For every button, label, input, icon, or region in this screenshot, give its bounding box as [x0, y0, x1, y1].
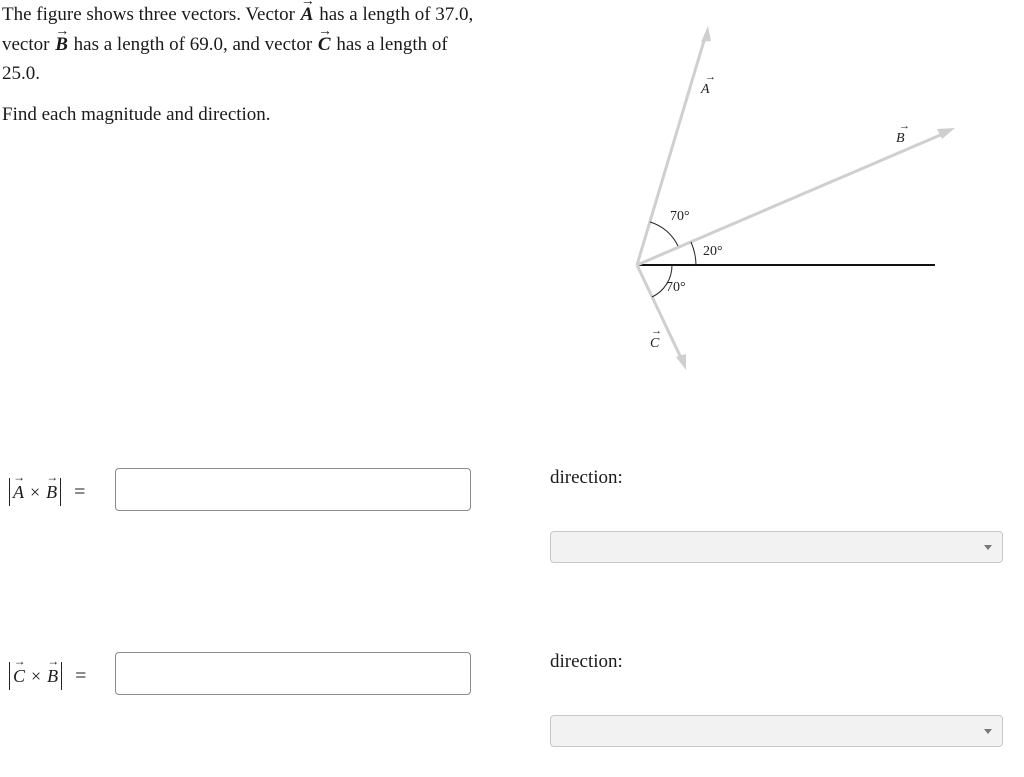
vector-a-label: A — [701, 82, 710, 97]
vector-c-arrowhead — [676, 354, 686, 370]
abs-bar-left — [9, 478, 10, 506]
magnitude-c-cross-b-input[interactable] — [115, 652, 471, 695]
vector-b-arrowhead — [937, 128, 955, 139]
intro-text: has a length of 37.0, — [314, 4, 474, 25]
times-symbol: × — [30, 481, 41, 502]
direction-select-2[interactable] — [550, 715, 1003, 747]
angle-arc-b-axis — [691, 242, 696, 265]
angle-label-a-b: 70° — [670, 209, 690, 224]
intro-text: vector — [2, 33, 55, 55]
problem-prompt: Find each magnitude and direction. — [2, 103, 271, 125]
vector-b-label: B — [896, 131, 905, 146]
vector-b-symbol: → B — [54, 30, 69, 60]
cross-product-a-b-label — [6, 478, 85, 506]
angle-label-b-axis: 20° — [703, 244, 723, 259]
intro-text: 25.0. — [2, 63, 40, 84]
abs-bar-left — [9, 662, 10, 690]
vector-a-symbol: → A — [13, 482, 24, 503]
vector-a-arrowhead — [701, 26, 711, 42]
vector-c-symbol: → C — [317, 30, 332, 60]
vector-diagram — [600, 20, 1000, 390]
chevron-down-icon — [984, 545, 992, 550]
abs-bar-right — [60, 478, 61, 506]
intro-text: The figure shows three vectors. Vector — [2, 4, 300, 25]
problem-intro — [2, 0, 502, 89]
direction-label-1: direction: — [550, 467, 623, 488]
cross-product-c-b-label — [6, 662, 86, 690]
angle-label-c-axis: 70° — [666, 280, 686, 295]
direction-select-1[interactable] — [550, 531, 1003, 563]
times-symbol: × — [31, 665, 42, 686]
intro-text: has a length of 69.0, and vector — [68, 33, 317, 55]
direction-label-2: direction: — [550, 651, 623, 672]
vector-b-label-arrow: → — [899, 120, 910, 132]
equals-sign: = — [75, 664, 87, 687]
abs-bar-right — [61, 662, 62, 690]
chevron-down-icon — [984, 729, 992, 734]
vector-b-symbol: → B — [46, 482, 57, 503]
vector-figure — [600, 20, 1000, 390]
intro-text: has a length of — [331, 33, 448, 55]
angle-arc-a-b — [650, 222, 678, 246]
vector-c-label-arrow: → — [651, 325, 662, 337]
equals-sign: = — [74, 480, 86, 503]
vector-b-symbol: → B — [47, 666, 58, 687]
vector-b-arrow — [637, 133, 945, 265]
vector-a-label-arrow: → — [705, 71, 716, 83]
problem-statement — [2, 0, 502, 129]
vector-a-arrow — [637, 34, 706, 265]
vector-c-label: C — [650, 336, 660, 351]
vector-c-symbol: → C — [13, 666, 25, 687]
magnitude-a-cross-b-input[interactable] — [115, 468, 471, 511]
vector-a-symbol: → A — [300, 0, 315, 30]
